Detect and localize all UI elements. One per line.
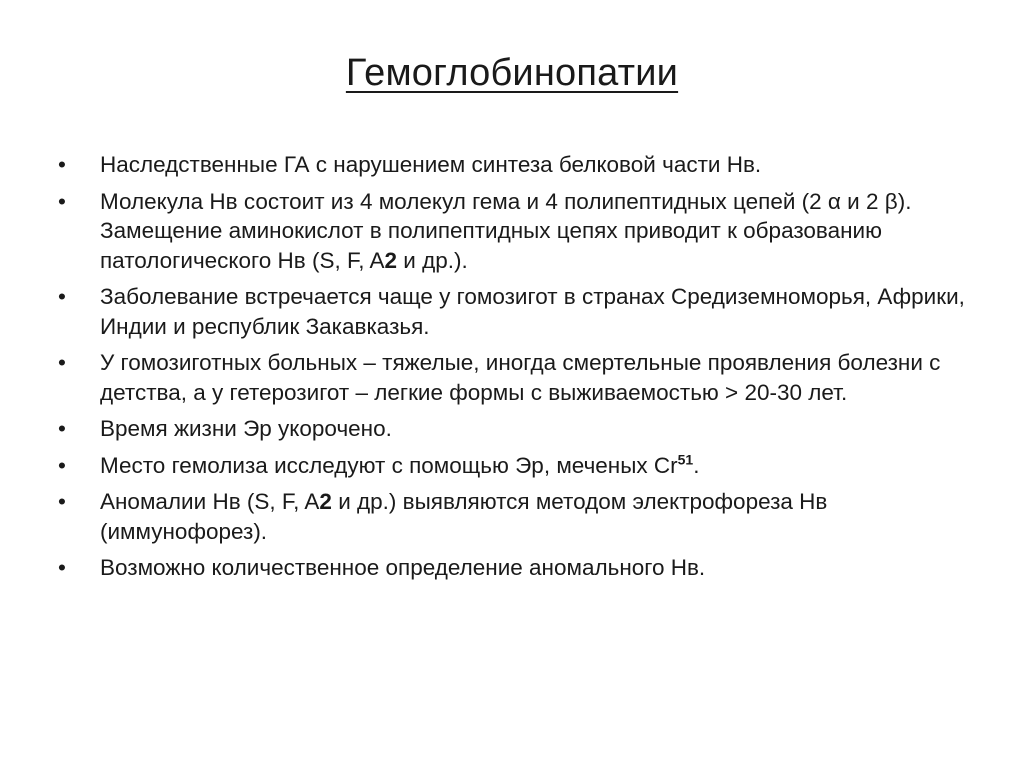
bullet-text-tail: и др.).	[397, 247, 468, 273]
bullet-text-tail: и др.) выявляются методом электрофореза Нв (иммунофорез).	[100, 489, 828, 544]
bullet-text: Место гемолиза исследуют с помощью Эр, меченых Cr	[100, 452, 678, 478]
bullet-item-5	[58, 414, 978, 444]
bullet-item-6	[58, 451, 978, 481]
bullet-text: Заболевание встречается чаще у гомозигот в странах Средиземноморья, Африки, Индии и республик Закавказья.	[100, 284, 965, 339]
slide-title: Гемоглобинопатии	[345, 52, 679, 94]
bullet-item-7	[58, 487, 978, 546]
bullet-dot-icon: •	[58, 350, 66, 375]
bullet-superscript: 51	[677, 451, 694, 467]
bullet-list	[58, 150, 978, 590]
bullet-bold-subscript: 2	[384, 247, 398, 273]
bullet-item-3	[58, 282, 978, 341]
bullet-bold-subscript: 2	[319, 489, 332, 514]
bullet-text: Аномалии Нв (S, F, A	[100, 489, 320, 514]
bullet-item-1	[58, 150, 978, 180]
bullet-dot-icon: •	[58, 152, 66, 177]
bullet-dot-icon: •	[58, 188, 66, 214]
bullet-item-2	[58, 187, 978, 276]
bullet-text: Молекула Нв состоит из 4 молекул гема и 4 полипептидных цепей (2 α и 2 β). Замещение аминокислот в полипептидных цепях приводит к образованию патологического Нв (S, F, A	[100, 188, 912, 273]
bullet-dot-icon: •	[58, 555, 66, 580]
bullet-text: Возможно количественное определение аномального Нв.	[100, 555, 706, 580]
bullet-dot-icon: •	[58, 452, 66, 478]
bullet-item-8	[58, 553, 978, 583]
bullet-dot-icon: •	[58, 284, 66, 309]
bullet-item-4	[58, 348, 978, 407]
bullet-text: Наследственные ГА с нарушением синтеза белковой части Нв.	[100, 152, 762, 177]
bullet-dot-icon: •	[58, 416, 66, 441]
bullet-text-tail: .	[693, 452, 700, 478]
bullet-dot-icon: •	[58, 489, 66, 514]
bullet-text: Время жизни Эр укорочено.	[100, 416, 392, 441]
bullet-text: У гомозиготных больных – тяжелые, иногда смертельные проявления болезни с детства, а у гетерозигот – легкие формы с выживаемостью > 20-30 лет.	[100, 350, 941, 405]
